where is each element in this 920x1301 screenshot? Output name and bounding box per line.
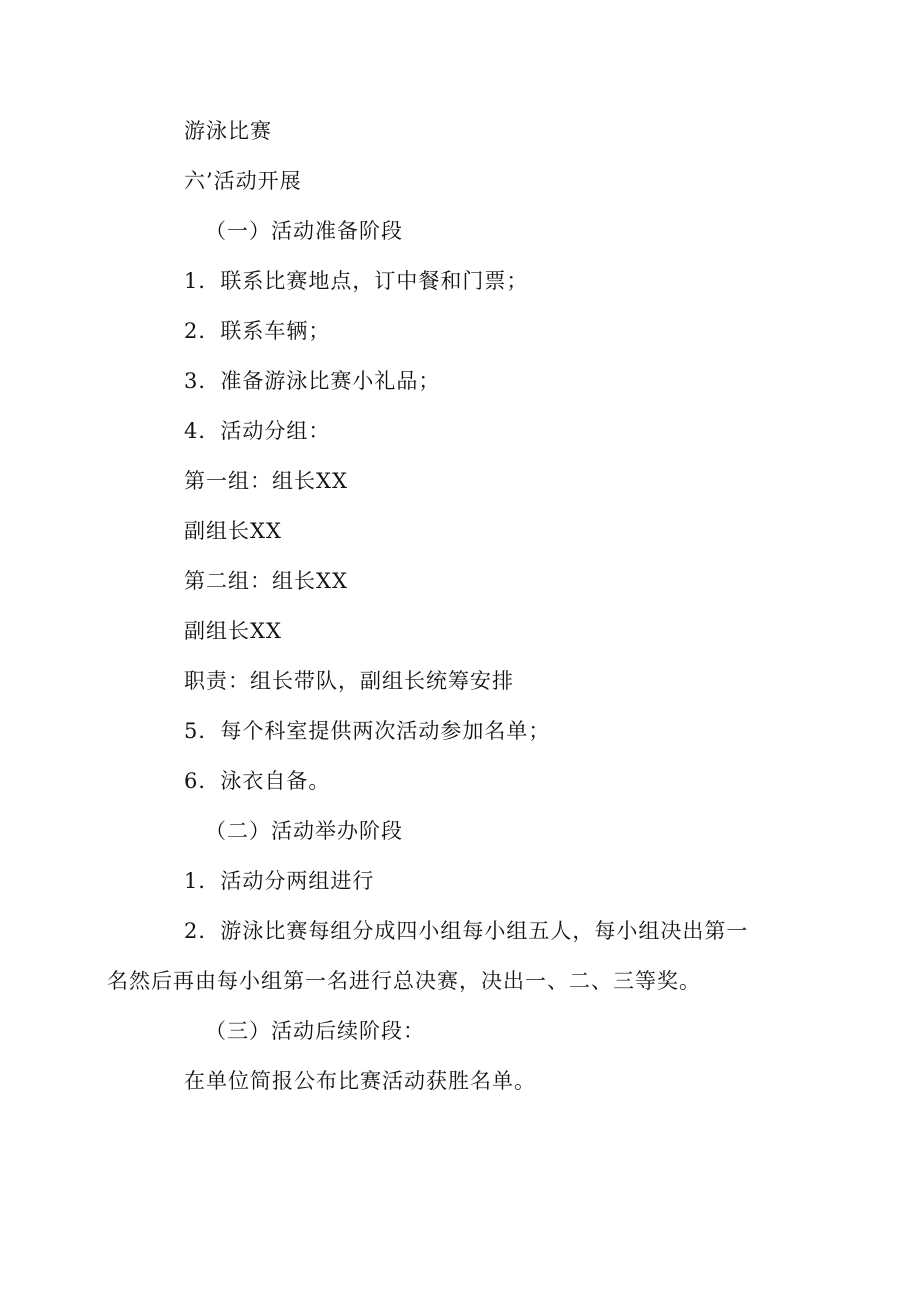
line-followup-item: 在单位简报公布比赛活动获胜名单。 bbox=[184, 1069, 536, 1093]
line-responsibilities: 职责：组长带队，副组长统筹安排 bbox=[184, 669, 514, 693]
line-group-one: 第一组：组长XX bbox=[184, 469, 348, 493]
line-phase-followup: （三）活动后续阶段： bbox=[205, 1019, 425, 1043]
line-item-3: 3．准备游泳比赛小礼品； bbox=[184, 369, 441, 393]
line-section-six: 六’活动开展 bbox=[184, 169, 302, 193]
line-item-2: 2．联系车辆； bbox=[184, 319, 331, 343]
line-group-two-deputy: 副组长XX bbox=[184, 619, 282, 643]
line-item-1: 1．联系比赛地点，订中餐和门票； bbox=[184, 269, 529, 293]
line-phase-hold: （二）活动举办阶段 bbox=[205, 819, 403, 843]
line-hold-item-2: 2．游泳比赛每组分成四小组每小组五人，每小组决出第一 bbox=[184, 919, 749, 943]
line-group-one-deputy: 副组长XX bbox=[184, 519, 282, 543]
line-hold-item-1: 1．活动分两组进行 bbox=[184, 869, 375, 893]
line-group-two: 第二组：组长XX bbox=[184, 569, 348, 593]
line-phase-prepare: （一）活动准备阶段 bbox=[205, 219, 403, 243]
line-item-4: 4．活动分组： bbox=[184, 419, 331, 443]
line-item-6: 6．泳衣自备。 bbox=[184, 769, 331, 793]
line-item-5: 5．每个科室提供两次活动参加名单； bbox=[184, 719, 551, 743]
line-hold-item-2-cont: 名然后再由每小组第一名进行总决赛，决出一、二、三等奖。 bbox=[107, 969, 701, 993]
line-heading-swimming: 游泳比赛 bbox=[184, 119, 272, 143]
